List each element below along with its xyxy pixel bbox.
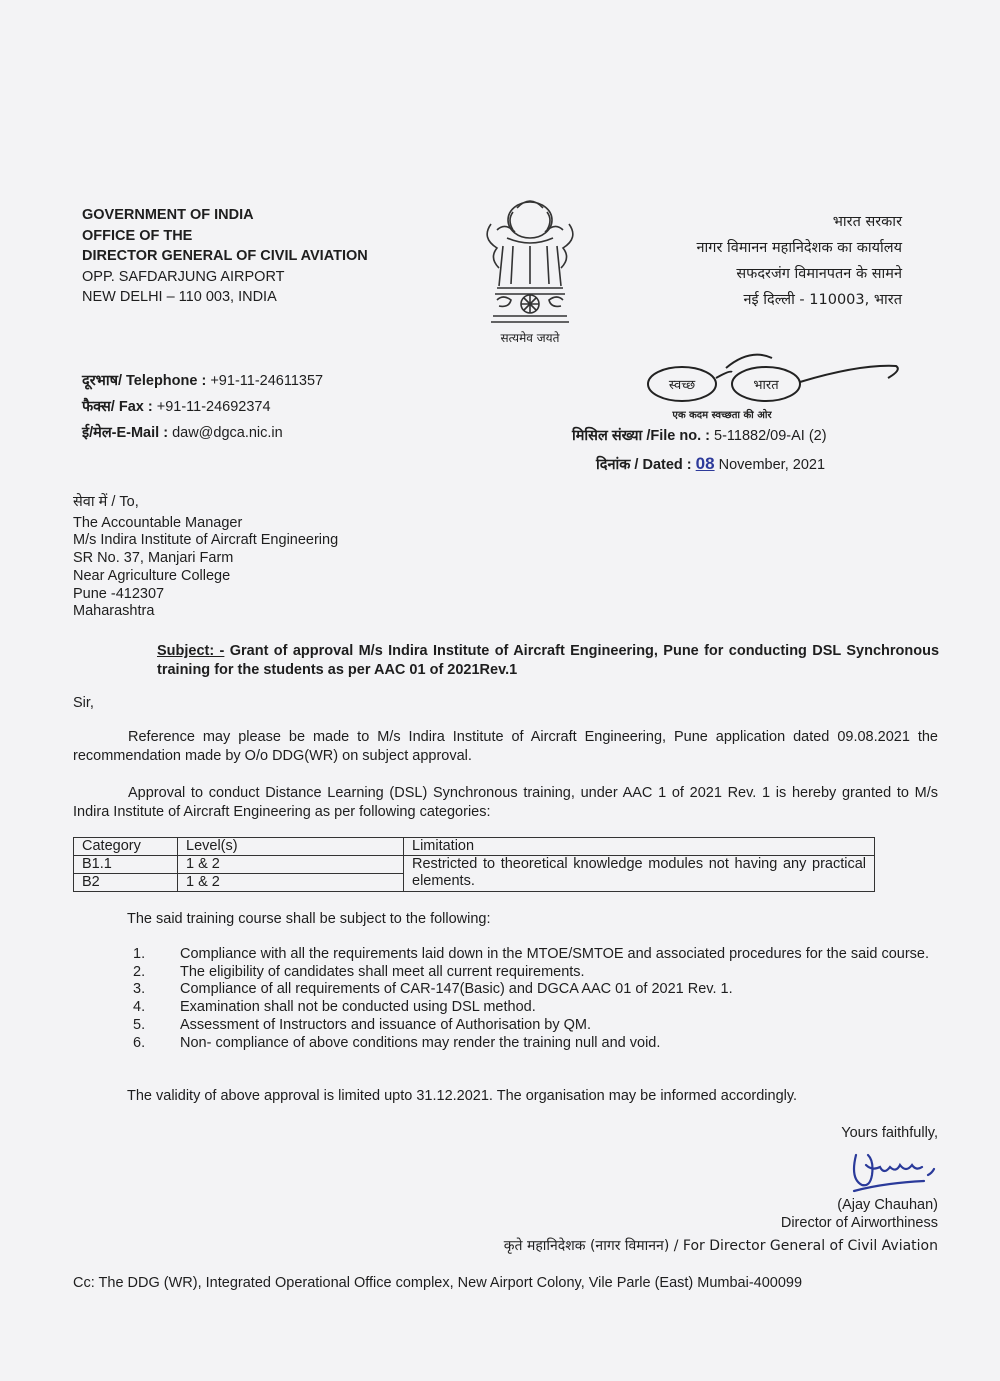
categories-table <box>73 837 875 892</box>
paragraph-reference: Reference may please be made to M/s Indira Institute of Aircraft Engineering, Pune application dated 09.08.2021 the recommendation made by O/o DDG(WR) on subject approval. <box>73 729 938 764</box>
fax-label: फैक्स/ Fax : <box>82 399 153 415</box>
list-number: 4. <box>133 999 146 1016</box>
list-item <box>133 946 939 964</box>
table-header: Level(s) <box>178 838 404 856</box>
list-number: 1. <box>133 946 146 962</box>
sender-address-hindi <box>697 209 903 313</box>
list-text: The eligibility of candidates shall meet all current requirements. <box>180 963 585 980</box>
subject-line <box>157 642 939 680</box>
list-number: 2. <box>133 963 146 980</box>
list-text: Examination shall not be conducted using DSL method. <box>180 999 536 1016</box>
file-label: मिसिल संख्या /File no. : <box>572 428 710 444</box>
email-value: daw@dgca.nic.in <box>172 425 283 441</box>
file-info <box>572 423 827 479</box>
conditions-list <box>133 946 939 1052</box>
addressee-block <box>73 494 338 621</box>
date-label: दिनांक / Dated : <box>596 457 692 473</box>
addressee-line: Near Agriculture College <box>73 567 231 584</box>
sender-line: NEW DELHI – 110 003, INDIA <box>82 289 277 305</box>
contact-block <box>82 368 323 446</box>
list-item <box>133 964 939 982</box>
signatory-name: (Ajay Chauhan) <box>837 1197 938 1213</box>
table-cell: 1 & 2 <box>178 874 404 892</box>
addressee-line: M/s Indira Institute of Aircraft Engineering <box>73 532 339 549</box>
signatory-designation: Director of Airworthiness <box>780 1215 938 1231</box>
telephone-value: +91-11-24611357 <box>210 373 324 389</box>
sender-line: DIRECTOR GENERAL OF CIVIL AVIATION <box>82 248 368 264</box>
sender-line: OPP. SAFDARJUNG AIRPORT <box>82 268 285 285</box>
sender-address-english <box>82 205 368 308</box>
date-day: 08 <box>695 454 715 473</box>
list-text: Compliance with all the requirements laid down in the MTOE/SMTOE and associated procedures for the said course. <box>180 946 930 962</box>
salutation: Sir, <box>73 695 94 711</box>
list-item <box>133 981 939 999</box>
subject-text: Grant of approval M/s Indira Institute of Aircraft Engineering, Pune for conducting DSL Synchronous training for the students as per AAC 01 of 2021Rev.1 <box>157 643 940 678</box>
swachh-tagline: एक कदम स्वच्छता की ओर <box>672 410 772 421</box>
list-item <box>133 1017 939 1035</box>
signature-icon <box>846 1145 938 1197</box>
national-emblem-icon <box>477 190 583 350</box>
table-cell: B2 <box>74 874 178 892</box>
paragraph-approval: Approval to conduct Distance Learning (DSL) Synchronous training, under AAC 1 of 2021 Rev. 1 is hereby granted to M/s Indira Institute of Aircraft Engineering as per following categories: <box>73 785 938 820</box>
cc-line: Cc: The DDG (WR), Integrated Operational Office complex, New Airport Colony, Vile Parle (East) Mumbai-400099 <box>73 1275 803 1291</box>
emblem-motto: सत्यमेव जयते <box>500 331 560 345</box>
for-authority-line: कृते महानिदेशक (नागर विमानन) / For Director General of Civil Aviation <box>503 1238 938 1254</box>
addressee-line: The Accountable Manager <box>73 514 243 531</box>
sender-line-hindi: नई दिल्ली - 110003, भारत <box>743 292 902 308</box>
table-cell-limitation: Restricted to theoretical knowledge modules not having any practical elements. <box>404 856 875 892</box>
swachh-word: स्वच्छ <box>668 378 696 393</box>
table-header: Category <box>74 838 178 856</box>
addressee-line: Pune -412307 <box>73 585 165 602</box>
telephone-line <box>82 368 323 394</box>
validity-statement: The validity of above approval is limited upto 31.12.2021. The organisation may be informed accordingly. <box>127 1088 798 1104</box>
table-cell: 1 & 2 <box>178 856 404 874</box>
fax-line <box>82 394 323 420</box>
table-header: Limitation <box>404 838 875 856</box>
telephone-label: दूरभाष/ Telephone : <box>82 373 207 389</box>
date-line <box>572 450 827 479</box>
signatory-block <box>781 1196 938 1232</box>
sender-line-hindi: भारत सरकार <box>832 214 902 230</box>
list-text: Compliance of all requirements of CAR-147(Basic) and DGCA AAC 01 of 2021 Rev. 1. <box>180 981 733 998</box>
list-number: 6. <box>133 1034 146 1051</box>
table-header-row <box>74 838 875 856</box>
list-number: 3. <box>133 981 146 998</box>
closing-phrase: Yours faithfully, <box>841 1125 938 1141</box>
to-label: सेवा में / To, <box>73 494 139 510</box>
bharat-word: भारत <box>753 378 779 393</box>
table-row <box>74 856 875 874</box>
sender-line-hindi: नागर विमानन महानिदेशक का कार्यालय <box>696 240 902 256</box>
list-item <box>133 1035 939 1053</box>
addressee-line: SR No. 37, Manjari Farm <box>73 550 234 567</box>
addressee-line: Maharashtra <box>73 603 155 620</box>
email-line <box>82 420 323 446</box>
sender-line-hindi: सफदरजंग विमानपतन के सामने <box>736 266 902 282</box>
sender-line: GOVERNMENT OF INDIA <box>82 207 254 223</box>
sender-line: OFFICE OF THE <box>82 227 193 244</box>
list-text: Assessment of Instructors and issuance of Authorisation by QM. <box>180 1016 592 1033</box>
table-cell: B1.1 <box>74 856 178 874</box>
fax-value: +91-11-24692374 <box>156 399 271 415</box>
file-number-line <box>572 423 827 450</box>
list-number: 5. <box>133 1016 146 1033</box>
list-text: Non- compliance of above conditions may render the training null and void. <box>180 1034 661 1051</box>
date-month-year: November, 2021 <box>718 457 826 473</box>
email-label: ई/मेल-E-Mail : <box>82 425 169 441</box>
list-item <box>133 999 939 1017</box>
subject-label: Subject: - <box>157 643 225 659</box>
file-value: 5-11882/09-AI (2) <box>714 428 827 444</box>
conditions-intro: The said training course shall be subject to the following: <box>127 911 491 927</box>
swachh-bharat-logo-icon <box>640 348 902 422</box>
